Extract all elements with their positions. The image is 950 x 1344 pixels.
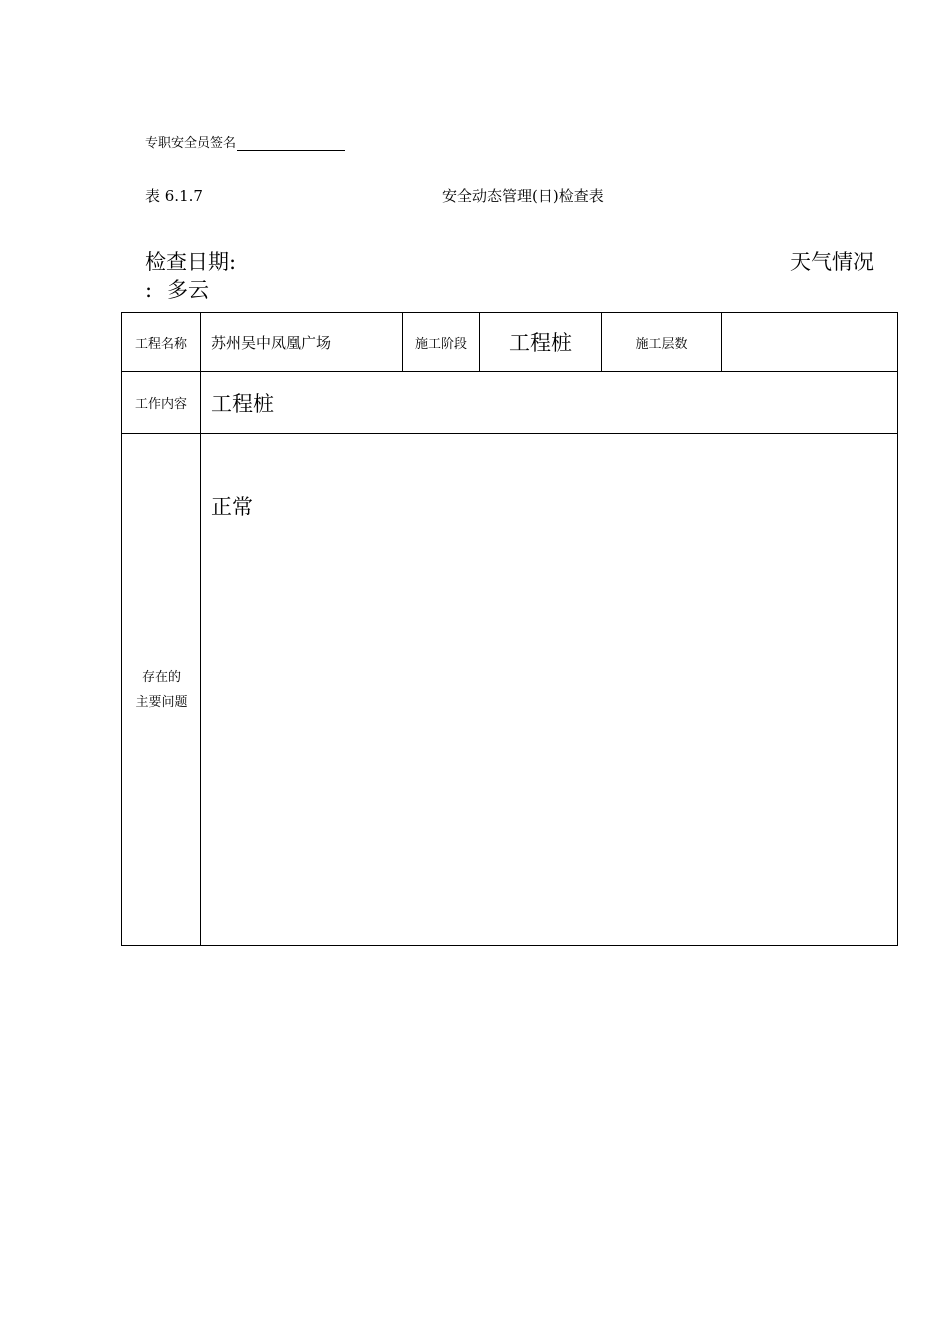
inspection-table (121, 312, 898, 946)
work-content-label: 工作内容 (134, 397, 187, 412)
table-number: 表 6.1.7 (145, 187, 203, 205)
main-issues-value[interactable]: 正常 (211, 495, 253, 519)
weather-colon: : (145, 278, 153, 302)
weather-label: 天气情况 (790, 250, 874, 274)
construction-stage-label: 施工阶段 (414, 336, 467, 352)
main-issues-label-line1: 存在的 (141, 670, 181, 685)
weather-value-line (145, 274, 209, 304)
main-issues-label-line2: 主要问题 (135, 695, 188, 710)
row-divider (122, 433, 897, 434)
floor-count-value[interactable] (722, 313, 897, 371)
weather-value: 多云 (167, 278, 209, 302)
form-title: 安全动态管理(日)检查表 (442, 187, 604, 205)
construction-stage-value[interactable]: 工程桩 (509, 331, 572, 355)
work-content-value[interactable]: 工程桩 (211, 391, 274, 416)
signature-line (145, 132, 345, 151)
inspection-date-label: 检查日期: (145, 250, 237, 274)
signature-blank[interactable] (237, 136, 345, 151)
project-name-value[interactable]: 苏州吴中凤凰广场 (211, 333, 332, 352)
main-issues-label (122, 435, 201, 945)
signature-label: 专职安全员签名 (145, 136, 237, 151)
project-name-label: 工程名称 (134, 336, 187, 352)
floor-count-label: 施工层数 (635, 336, 688, 352)
